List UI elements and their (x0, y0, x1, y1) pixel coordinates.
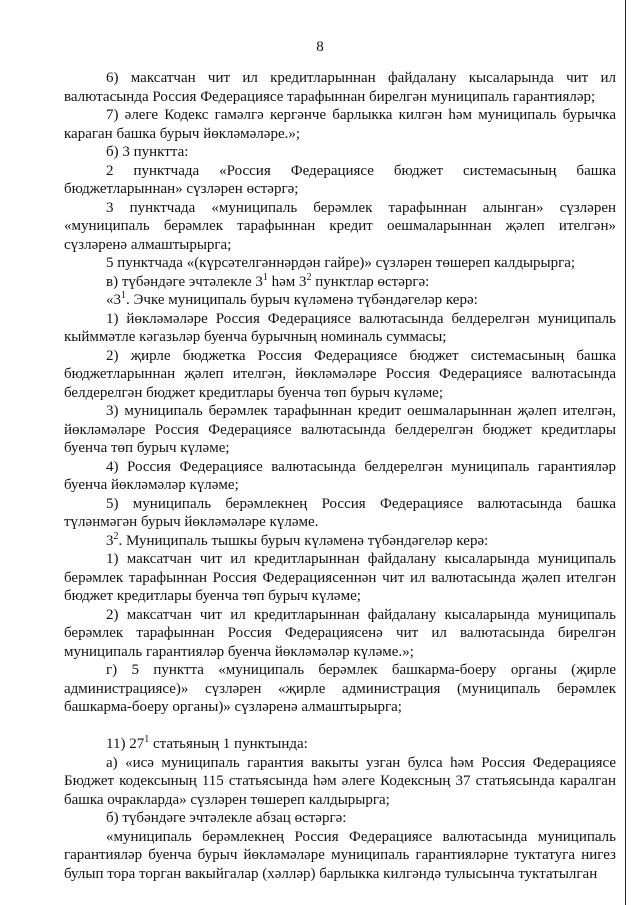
scan-edge-line (625, 0, 626, 905)
paragraph: 1) максатчан чит ил кредитларыннан файдалану кысаларында муниципаль берәмлек тарафыннан Россия Федерациясеннән чит ил валютасында җәлеп ителгән бюджет кредитлары буенча төп бурыч күләме; (64, 551, 616, 604)
paragraph: 7) әлеге Кодекс гамәлгә кергәнче барлыкка килгән һәм муниципаль бурычка караган башка бурыч йөкләмәләре.»; (64, 107, 616, 142)
paragraph: 6) максатчан чит ил кредитларыннан файдалану кысаларында чит ил валютасында Россия Федерациясе тарафыннан бирелгән муниципаль гарантияләр; (64, 70, 616, 105)
paragraph: 5 пунктчада «(күрсәтелгәннәрдән гайре)» сүзләрен төшереп калдырырга; (106, 255, 576, 271)
paragraph: 5) муниципаль берәмлекнең Россия Федерациясе валютасында башка түләнмәгән бурыч йөкләмәләре күләме. (64, 495, 616, 530)
superscript-number: 1 (144, 734, 150, 745)
superscript-number: 2 (306, 271, 312, 283)
paragraph: $3^2$. Муниципаль тышкы бурыч күләменә түбәндәгеләр керә: (106, 530, 489, 549)
paragraph: г) 5 пунктта «муниципаль берәмлек башкарма-боеру органы (җирле администрациясе)» сүзләрен «җирле администрация (муниципаль берәмлек башкарма-боеру органы)» сүзләренә алмаштырырга; (64, 662, 616, 715)
superscript-number: 1 (262, 271, 268, 283)
paragraph: б) 3 пунктта: (106, 144, 189, 160)
superscript-number: 1 (121, 290, 126, 301)
page-number: 8 (316, 39, 324, 55)
paragraph: 1) йөкләмәләре Россия Федерациясе валютасында белдерелгән муниципаль кыйммәтле кәгазьләр буенча бурычның номиналь суммасы; (64, 310, 616, 345)
paragraph: 3) муниципаль берәмлек тарафыннан кредит оешмаларыннан җәлеп ителгән, йөкләмәләре Россия Федерациясе валютасында белдерелгән бюджет кредитлары буенча төп бурыч күләме; (64, 403, 616, 456)
superscript-number: 2 (113, 530, 119, 542)
paragraph: «$3^1$. Эчке муниципаль бурыч күләменә түбәндәгеләр керә: (106, 290, 478, 308)
paragraph: 2) максатчан чит ил кредитларыннан файдалану кысаларында муниципаль берәмлек тарафыннан Россия Федерациясенә чит ил валютасында бирелгән муниципаль гарантияләр буенча йөкләмәләр күләме.»; (64, 606, 616, 660)
paragraph: «муниципаль берәмлекнең Россия Федерациясе валютасында муниципаль гарантияләр буенча бурыч йөкләмәләре муниципаль гарантияләрне туктатуга нигез булып тора торган вакыйгалар (хәлләр) барлыкка килгәндә тулысынча туктатылган (64, 828, 616, 882)
paragraph: 2) җирле бюджетка Россия Федерациясе бюджет системасының башка бюджетларыннан җәлеп ителгән, йөкләмәләре Россия Федерациясе валютасында белдерелгән бюджет кредитлары буенча төп бурыч күләме; (64, 347, 616, 401)
paragraph: а) «исә муниципаль гарантия вакыты узган булса һәм Россия Федерациясе Бюджет кодексының 115 статьясында һәм әлеге Кодексның 37 статьясында каралган башка очракларда» сүзләрен төшереп калдырырга; (64, 754, 616, 808)
paragraph: 4) Россия Федерациясе валютасында белдерелгән муниципаль гарантияләр буенча йөкләмәләр күләме; (64, 458, 616, 493)
paragraph: б) түбәндәге эчтәлекле абзац өстәргә: (106, 810, 347, 826)
paragraph: 2 пунктчада «Россия Федерациясе бюджет системасының башка бюджетларыннан» сүзләрен өстәргә; (64, 162, 616, 197)
paragraph: 11) $27^1$ статьяның 1 пунктында: (106, 734, 308, 752)
paragraph: в) түбәндәге эчтәлекле $3^1$ һәм $3^2$ пунктлар өстәргә: (106, 271, 430, 290)
document-text (64, 69, 616, 883)
paragraph: 3 пунктчада «муниципаль берәмлек тарафыннан алынган» сүзләрен «муниципаль берәмлек тарафыннан кредит оешмаларыннан җәлеп ителгән» сүзләренә алмаштырырга; (64, 199, 616, 253)
